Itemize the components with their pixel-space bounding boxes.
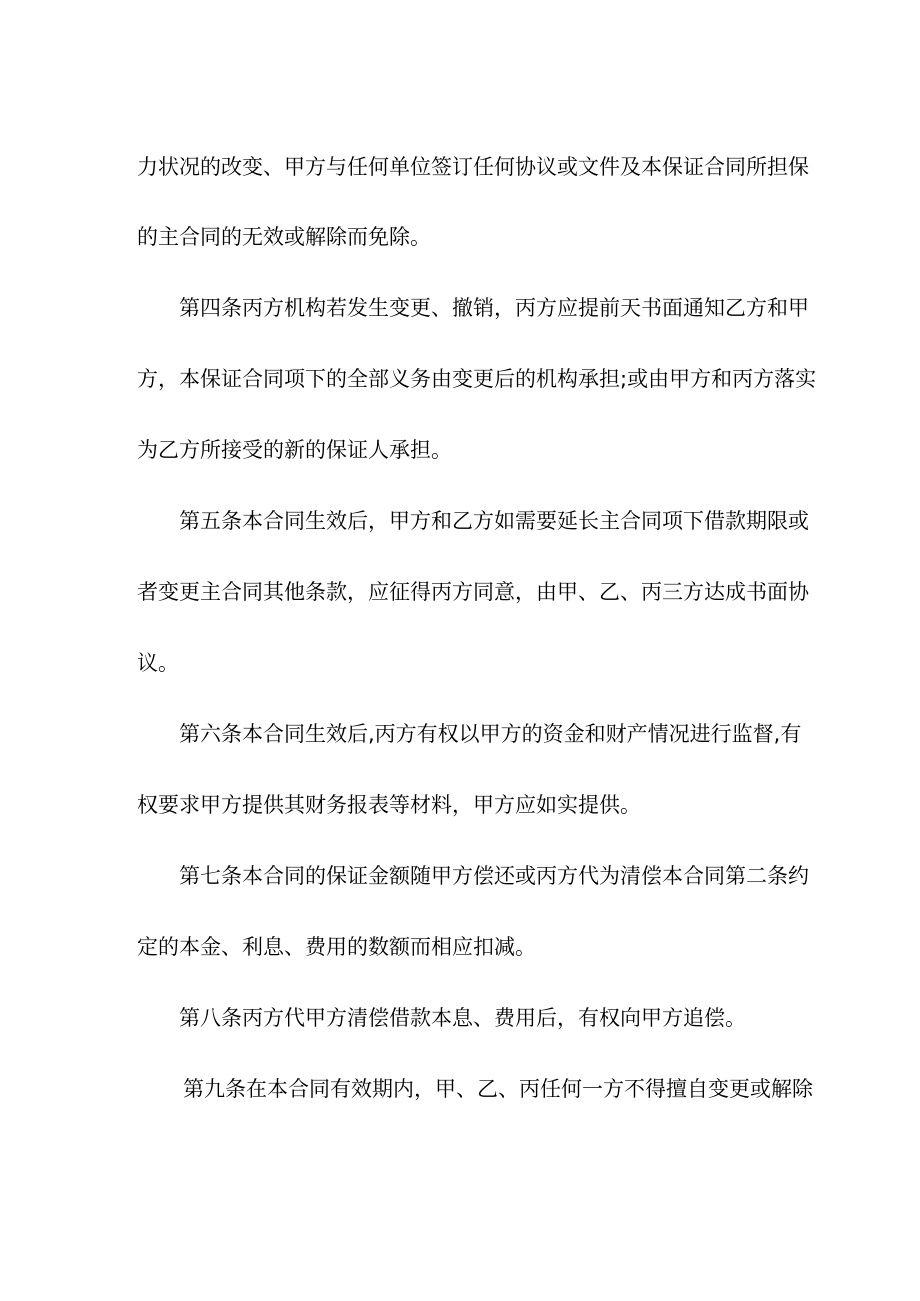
text-line: 者变更主合同其他条款，应征得丙方同意，由甲、乙、丙三方达成书面协: [137, 580, 809, 604]
paragraph-article-6-line: 第六条本合同生效后,丙方有权以甲方的资金和财产情况进行监督,有: [179, 722, 802, 746]
paragraph-article-7-line: 第七条本合同的保证金额随甲方偿还或丙方代为清偿本合同第二条约: [179, 864, 809, 888]
paragraph-article-4-line: 第四条丙方机构若发生变更、撤销，丙方应提前天书面通知乙方和甲: [179, 296, 809, 320]
paragraph-article-9-line: 第九条在本合同有效期内，甲、乙、丙任何一方不得擅自变更或解除: [183, 1077, 813, 1101]
text-line: 方，本保证合同项下的全部义务由变更后的机构承担;或由甲方和丙方落实: [137, 367, 817, 391]
text-line: 力状况的改变、甲方与任何单位签订任何协议或文件及本保证合同所担保: [137, 155, 809, 179]
paragraph-article-5-line: 第五条本合同生效后，甲方和乙方如需要延长主合同项下借款期限或: [179, 509, 809, 533]
text-line: 议。: [137, 651, 179, 675]
text-line: 为乙方所接受的新的保证人承担。: [137, 438, 452, 462]
text-line: 权要求甲方提供其财务报表等材料，甲方应如实提供。: [137, 793, 641, 817]
text-line: 定的本金、利息、费用的数额而相应扣减。: [137, 935, 536, 959]
text-line: 的主合同的无效或解除而免除。: [137, 225, 431, 249]
paragraph-article-8-line: 第八条丙方代甲方清偿借款本息、费用后，有权向甲方追偿。: [179, 1006, 746, 1030]
